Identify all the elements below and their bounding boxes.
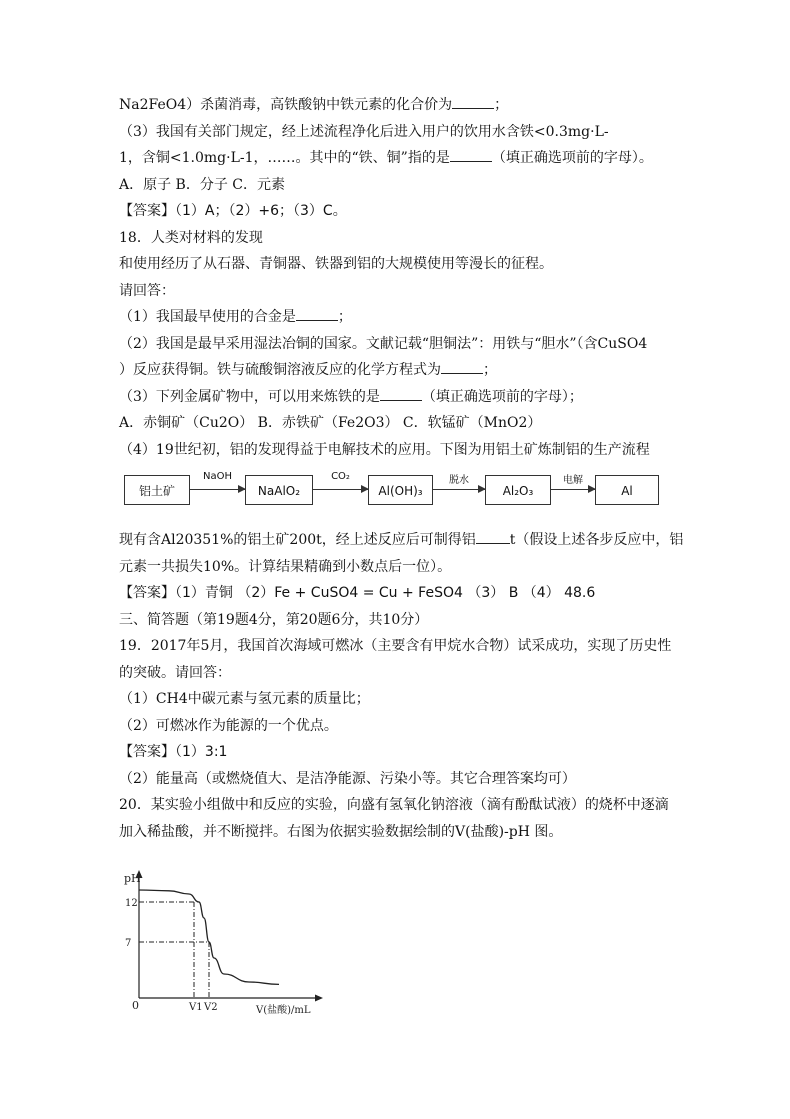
- text-line: （2）能量高（或燃烧值大、是洁净能源、污染小等。其它合理答案均可）: [119, 770, 576, 787]
- flow-box-bauxite: 铝土矿: [124, 475, 190, 505]
- answer-blank: [452, 94, 494, 109]
- flow-box-aloh3: Al(OH)₃: [368, 475, 433, 505]
- flow-arrow-3: [433, 489, 485, 490]
- flow-box-al2o3: Al₂O₃: [485, 475, 551, 505]
- text-line: 的突破。请回答：: [119, 664, 231, 681]
- question-title: 20．某实验小组做中和反应的实验，向盛有氢氧化钠溶液（滴有酚酞试液）的烧杯中逐滴: [119, 797, 669, 813]
- answer-blank: [296, 306, 338, 321]
- text-line: 请回答：: [119, 282, 175, 299]
- text-line: 1，含铜<1.0mg·L-1，……。其中的“铁、铜”指的是 （填正确选项前的字母）。: [119, 145, 679, 172]
- origin-label: 0: [132, 999, 139, 1012]
- flow-arrow-2: [313, 489, 368, 490]
- text-line: ）反应获得铜。铁与硫酸铜溶液反应的化学方程式为 ；: [119, 357, 679, 384]
- flow-box-al: Al: [595, 475, 659, 505]
- text-line: 和使用经历了从石器、青铜器、铁器到铝的大规模使用等漫长的征程。: [119, 256, 553, 272]
- text-line: 现有含Al20351%的铝土矿200t，经上述反应后可制得铝 t（假设上述各步反应中，铝: [119, 527, 679, 554]
- text-line: A．原子 B．分子 C．元素: [119, 176, 286, 193]
- text-line: （2）可燃冰作为能源的一个优点。: [119, 717, 338, 734]
- y-axis-label: pH: [124, 872, 141, 885]
- text-line: 加入稀盐酸，并不断搅拌。右图为依据实验数据绘制的V(盐酸)-pH 图。: [119, 823, 563, 840]
- text-line: （1）CH4中碳元素与氢元素的质量比；: [119, 691, 370, 707]
- flow-arrow-4: [551, 489, 595, 490]
- answer-line: 【答案】（1）青铜 （2）Fe + CuSO4 = Cu + FeSO4 （3） B （4） 48.6: [119, 585, 596, 601]
- flow-label-dehydrate: 脱水: [449, 475, 469, 486]
- flow-box-naalo2: NaAlO₂: [245, 475, 313, 505]
- section-heading: 三、简答题（第19题4分，第20题6分，共10分）: [119, 611, 429, 628]
- document-page: [119, 92, 684, 845]
- text-line: A．赤铜矿（Cu2O） B．赤铁矿（Fe2O3） C．软锰矿（MnO2）: [119, 415, 542, 431]
- ph-chart: [119, 868, 339, 1018]
- text-line: （3）我国有关部门规定，经上述流程净化后进入用户的饮用水含铁<0.3mg·L-: [119, 123, 609, 140]
- answer-blank: [450, 147, 492, 162]
- x-axis-arrow-icon: [315, 995, 323, 1002]
- text-line: （3）下列金属矿物中，可以用来炼铁的是 （填正确选项前的字母）；: [119, 384, 679, 411]
- x-axis-label: V(盐酸)/mL: [256, 1005, 311, 1016]
- text-line: 元素一共损失10%。计算结果精确到小数点后一位）。: [119, 558, 452, 575]
- y-tick-label-1: 12: [125, 898, 138, 909]
- question-title: 19．2017年5月，我国首次海域可燃冰（主要含有甲烷水合物）试采成功，实现了历史性: [119, 638, 672, 654]
- answer-blank: [380, 386, 422, 401]
- text-line: Na2FeO4）杀菌消毒，高铁酸钠中铁元素的化合价为 ；: [119, 92, 679, 119]
- answer-line: 【答案】（1）A；（2）+6；（3）C。: [119, 203, 347, 219]
- flow-label-electrolysis: 电解: [563, 475, 583, 486]
- answer-line: 【答案】（1）3:1: [119, 744, 228, 760]
- answer-blank: [476, 529, 510, 544]
- y-tick-label-2: 7: [125, 938, 132, 949]
- flow-label-co2: CO₂: [331, 471, 350, 482]
- text-line: （2）我国是最早采用湿法冶铜的国家。文献记载“胆铜法”：用铁与“胆水”（含CuSO4: [119, 335, 648, 352]
- ph-curve: [139, 890, 279, 984]
- x-tick-label-2: V2: [204, 1002, 218, 1013]
- text-line: （1）我国最早使用的合金是 ；: [119, 304, 679, 331]
- flow-arrow-1: [190, 489, 245, 490]
- ph-chart-svg: [119, 868, 339, 1018]
- flow-label-naoh: NaOH: [203, 471, 232, 482]
- answer-blank: [441, 359, 483, 374]
- text-line: （4）19世纪初，铝的发现得益于电解技术的应用。下图为用铝土矿炼制铝的生产流程: [119, 441, 650, 458]
- question-title: 18．人类对材料的发现: [119, 229, 263, 246]
- x-tick-label-1: V1: [189, 1002, 203, 1013]
- flow-diagram: [119, 467, 679, 517]
